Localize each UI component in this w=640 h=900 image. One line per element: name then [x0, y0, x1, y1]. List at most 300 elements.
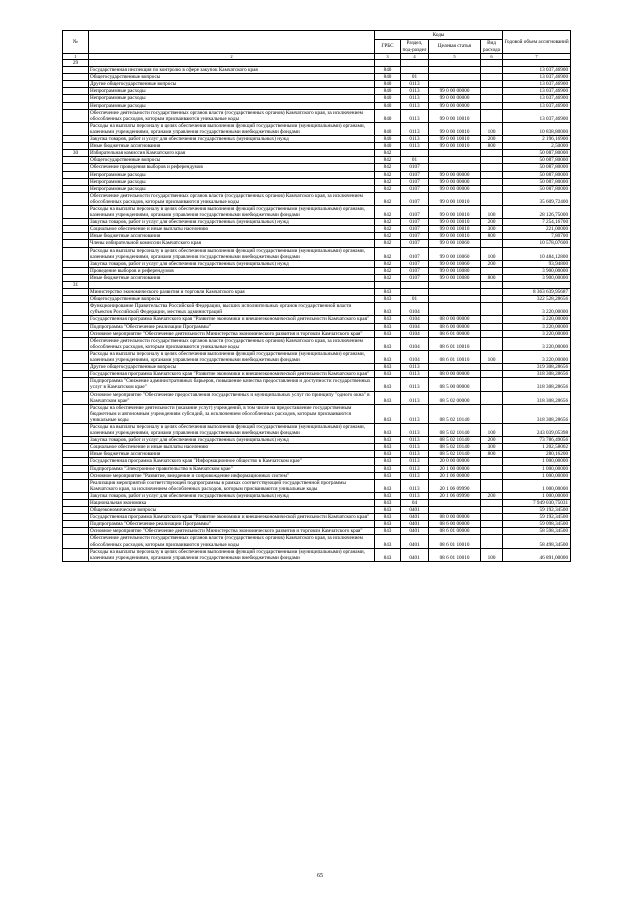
row-name: Расходы на обеспечение деятельности (оказание услуг) учреждений, в том числе на предоставление государственным бюджетным и автономным учреждениям субсидий, за исключением обособленных расходов, которым присваиваются уникальные коды: [89, 404, 375, 423]
row-csr: 99 0 00 00000: [429, 185, 481, 192]
table-row: [63, 391, 571, 404]
row-razdel: 0107: [401, 240, 429, 247]
row-number: [63, 479, 89, 492]
row-sum: 221,00000: [503, 226, 571, 233]
table-row: [63, 74, 571, 81]
row-grbs: 840: [375, 74, 401, 81]
row-csr: 99 0 00 00000: [429, 102, 481, 109]
row-vr: [481, 514, 503, 521]
row-razdel: 0107: [401, 205, 429, 218]
row-csr: 08 0 00 00000: [429, 371, 481, 378]
row-sum: 3 220,00000: [503, 316, 571, 323]
row-vr: [481, 267, 503, 274]
row-vr: [481, 60, 503, 67]
row-vr: [481, 102, 503, 109]
row-name: Непрограммные расходы: [89, 171, 375, 178]
row-vr: [481, 88, 503, 95]
row-vr: [481, 316, 503, 323]
row-grbs: 840: [375, 143, 401, 150]
row-number: 30: [63, 150, 89, 157]
row-name: Иные бюджетные ассигнования: [89, 143, 375, 150]
row-razdel: 0113: [401, 451, 429, 458]
row-number: 29: [63, 60, 89, 67]
row-vr: [481, 507, 503, 514]
row-sum: 1 000,00000: [503, 472, 571, 479]
row-vr: [481, 378, 503, 391]
table-row: [63, 350, 571, 363]
row-number: [63, 323, 89, 330]
row-razdel: 0113: [401, 479, 429, 492]
row-sum: 322 528,28656: [503, 296, 571, 303]
table-row: [63, 364, 571, 371]
row-sum: 7,80700: [503, 233, 571, 240]
row-name: Расходы на выплаты персоналу в целях обеспечения выполнения функций государственными (муниципальными) органами, казенными учреждениями, органами управления государственными внебюджетными фондами: [89, 122, 375, 135]
table-row: [63, 267, 571, 274]
row-vr: 200: [481, 260, 503, 267]
table-row: [63, 507, 571, 514]
table-row: [63, 492, 571, 499]
row-razdel: 0113: [401, 378, 429, 391]
row-csr: [429, 157, 481, 164]
row-number: [63, 492, 89, 499]
row-name: Основное мероприятие "Обеспечение деятельности Министерства экономического развития и торговли Камчатского края": [89, 330, 375, 337]
row-vr: 300: [481, 226, 503, 233]
row-grbs: 842: [375, 157, 401, 164]
table-row: [63, 247, 571, 260]
row-name: Члены избирательной комиссии Камчатского края: [89, 240, 375, 247]
row-csr: 08 6 01 10010: [429, 548, 481, 561]
row-name: Обеспечение деятельности государственных органов власти (государственных органов) Камчатского края, за исключением обособленных расходов, которым присваиваются уникальные коды: [89, 192, 375, 205]
row-csr: 99 0 00 10080: [429, 274, 481, 281]
table-row: [63, 535, 571, 548]
table-row: [63, 260, 571, 267]
row-grbs: 843: [375, 514, 401, 521]
row-name: Иные бюджетные ассигнования: [89, 233, 375, 240]
row-vr: 200: [481, 492, 503, 499]
row-razdel: [401, 60, 429, 67]
row-razdel: 0104: [401, 323, 429, 330]
page-number: 65: [317, 873, 323, 879]
row-vr: 200: [481, 219, 503, 226]
row-number: [63, 164, 89, 171]
row-vr: [481, 192, 503, 205]
row-sum: 13 037,46900: [503, 102, 571, 109]
row-number: [63, 109, 89, 122]
row-sum: 59 192,34500: [503, 514, 571, 521]
row-vr: [481, 109, 503, 122]
table-row: [63, 423, 571, 436]
row-number: [63, 274, 89, 281]
row-name: Закупка товаров, работ и услуг для обеспечения государственных (муниципальных) нужд: [89, 260, 375, 267]
row-csr: 99 0 00 00000: [429, 171, 481, 178]
row-number: [63, 102, 89, 109]
row-name: Социальное обеспечение и иные выплаты населению: [89, 444, 375, 451]
table-row: [63, 500, 571, 507]
row-grbs: 843: [375, 364, 401, 371]
table-row: [63, 219, 571, 226]
row-razdel: 0107: [401, 164, 429, 171]
row-name: Непрограммные расходы: [89, 95, 375, 102]
row-razdel: 0104: [401, 316, 429, 323]
table-row: [63, 233, 571, 240]
row-csr: 08 6 01 10010: [429, 535, 481, 548]
row-sum: 59 192,34500: [503, 507, 571, 514]
row-grbs: 842: [375, 192, 401, 205]
row-razdel: 0107: [401, 185, 429, 192]
row-grbs: 840: [375, 95, 401, 102]
row-sum: 8 363 639,95687: [503, 289, 571, 296]
row-csr: 99 0 00 10010: [429, 122, 481, 135]
row-number: [63, 528, 89, 535]
row-number: [63, 67, 89, 74]
row-grbs: 843: [375, 330, 401, 337]
row-name: Расходы на выплаты персоналу в целях обеспечения выполнения функций государственными (муниципальными) органами, казенными учреждениями, органами управления государственными внебюджетными фондами: [89, 205, 375, 218]
row-grbs: 840: [375, 67, 401, 74]
row-grbs: 843: [375, 458, 401, 465]
table-row: [63, 240, 571, 247]
row-name: Реализация мероприятий соответствующей подпрограммы в рамках соответствующей государственной программы Камчатского края, за исключением обособленных расходов, которым присваиваются уникальные коды: [89, 479, 375, 492]
row-sum: 318 308,28656: [503, 378, 571, 391]
row-csr: 99 0 00 10010: [429, 205, 481, 218]
row-grbs: 843: [375, 507, 401, 514]
row-sum: 318 308,28656: [503, 371, 571, 378]
table-row: [63, 296, 571, 303]
header-codes: Коды: [375, 31, 503, 40]
row-vr: [481, 371, 503, 378]
row-number: [63, 143, 89, 150]
row-vr: [481, 535, 503, 548]
table-row: [63, 458, 571, 465]
row-razdel: 0113: [401, 472, 429, 479]
table-row: [63, 122, 571, 135]
row-sum: 280,16200: [503, 451, 571, 458]
row-razdel: [401, 150, 429, 157]
table-row: [63, 143, 571, 150]
row-vr: 800: [481, 274, 503, 281]
row-razdel: 0113: [401, 423, 429, 436]
row-grbs: 843: [375, 528, 401, 535]
row-number: [63, 371, 89, 378]
row-number: [63, 192, 89, 205]
row-vr: [481, 282, 503, 289]
row-name: Расходы на выплаты персоналу в целях обеспечения выполнения функций государственными (муниципальными) органами, казенными учреждениями, органами управления государственными внебюджетными фондами: [89, 548, 375, 561]
table-row: [63, 88, 571, 95]
row-grbs: 840: [375, 102, 401, 109]
row-name: Подпрограмма "Обеспечение реализации Программы": [89, 323, 375, 330]
row-csr: 99 0 00 10060: [429, 260, 481, 267]
row-sum: 243 039,05398: [503, 423, 571, 436]
row-name: Непрограммные расходы: [89, 185, 375, 192]
row-razdel: 0113: [401, 95, 429, 102]
row-razdel: 0113: [401, 458, 429, 465]
row-sum: 46 891,00000: [503, 548, 571, 561]
row-name: Функционирование Правительства Российской Федерации, высших исполнительных органов государственной власти субъектов Российской Федерации, местных администраций: [89, 303, 375, 316]
row-vr: [481, 81, 503, 88]
row-csr: 08 0 00 00000: [429, 514, 481, 521]
row-name: Расходы на выплаты персоналу в целях обеспечения выполнения функций государственными (муниципальными) органами, казенными учреждениями, органами управления государственными внебюджетными фондами: [89, 247, 375, 260]
row-razdel: 0107: [401, 260, 429, 267]
table-row: [63, 81, 571, 88]
row-grbs: 843: [375, 451, 401, 458]
row-grbs: 842: [375, 164, 401, 171]
row-sum: 93,94800: [503, 260, 571, 267]
row-number: [63, 240, 89, 247]
row-name: Государственная инспекция по контролю в сфере закупок Камчатского края: [89, 67, 375, 74]
row-grbs: 843: [375, 465, 401, 472]
table-row: [63, 404, 571, 423]
row-number: [63, 423, 89, 436]
header-csr: Целевая статья: [429, 40, 481, 54]
row-razdel: 0107: [401, 219, 429, 226]
row-csr: [429, 282, 481, 289]
row-number: [63, 548, 89, 561]
row-razdel: 0401: [401, 521, 429, 528]
table-row: [63, 171, 571, 178]
row-grbs: 843: [375, 337, 401, 350]
table-row: [63, 192, 571, 205]
row-sum: 73 786,49056: [503, 437, 571, 444]
row-csr: 20 1 06 00000: [429, 472, 481, 479]
row-name: Государственная программа Камчатского края "Развитие экономики и внешнеэкономической деятельности Камчатского края": [89, 371, 375, 378]
row-razdel: 0113: [401, 122, 429, 135]
row-vr: 100: [481, 122, 503, 135]
row-vr: [481, 458, 503, 465]
row-number: [63, 233, 89, 240]
row-razdel: 0113: [401, 391, 429, 404]
row-vr: [481, 500, 503, 507]
row-name: [89, 60, 375, 67]
row-grbs: 843: [375, 323, 401, 330]
row-name: Избирательная комиссия Камчатского края: [89, 150, 375, 157]
table-row: [63, 226, 571, 233]
row-csr: 08 6 00 00000: [429, 521, 481, 528]
row-sum: 50 087,80000: [503, 171, 571, 178]
row-vr: [481, 528, 503, 535]
row-grbs: 842: [375, 260, 401, 267]
row-name: Другие общегосударственные вопросы: [89, 81, 375, 88]
row-razdel: 0104: [401, 337, 429, 350]
row-sum: [503, 282, 571, 289]
row-razdel: [401, 67, 429, 74]
row-razdel: 0113: [401, 102, 429, 109]
row-csr: 08 5 02 10140: [429, 423, 481, 436]
row-vr: 100: [481, 423, 503, 436]
row-name: [89, 282, 375, 289]
row-sum: 2,50000: [503, 143, 571, 150]
table-row: [63, 528, 571, 535]
row-sum: 319 308,28656: [503, 364, 571, 371]
row-vr: [481, 157, 503, 164]
row-number: [63, 88, 89, 95]
table-row: [63, 316, 571, 323]
row-sum: 50 087,80000: [503, 164, 571, 171]
row-csr: [429, 74, 481, 81]
row-csr: [429, 67, 481, 74]
header-razdel: Раздел, под-раздел: [401, 40, 429, 54]
row-csr: 08 5 02 10140: [429, 404, 481, 423]
table-body: [63, 60, 571, 562]
row-grbs: 842: [375, 267, 401, 274]
row-name: Непрограммные расходы: [89, 178, 375, 185]
row-sum: 1 000,00000: [503, 479, 571, 492]
row-name: Проведение выборов и референдумов: [89, 267, 375, 274]
table-row: [63, 164, 571, 171]
row-razdel: 0113: [401, 437, 429, 444]
header-grbs: ГРБС: [375, 40, 401, 54]
row-csr: 08 0 00 00000: [429, 316, 481, 323]
row-csr: 08 6 01 00000: [429, 330, 481, 337]
row-vr: [481, 164, 503, 171]
row-vr: [481, 296, 503, 303]
row-name: Обеспечение деятельности государственных органов власти (государственных органов) Камчатского края, за исключением обособленных расходов, которым присваиваются уникальные коды: [89, 535, 375, 548]
row-number: [63, 157, 89, 164]
table-row: [63, 378, 571, 391]
row-vr: [481, 521, 503, 528]
row-csr: 08 6 00 00000: [429, 323, 481, 330]
row-csr: 99 0 00 10010: [429, 192, 481, 205]
row-csr: [429, 60, 481, 67]
row-grbs: 842: [375, 274, 401, 281]
row-csr: 20 1 06 09990: [429, 492, 481, 499]
row-vr: [481, 472, 503, 479]
row-grbs: 843: [375, 423, 401, 436]
row-razdel: 0113: [401, 404, 429, 423]
row-razdel: 0113: [401, 88, 429, 95]
row-name: Общегосударственные вопросы: [89, 296, 375, 303]
row-razdel: 0113: [401, 371, 429, 378]
row-grbs: 840: [375, 109, 401, 122]
row-grbs: 843: [375, 444, 401, 451]
row-number: [63, 514, 89, 521]
row-razdel: 0401: [401, 507, 429, 514]
row-name: Иные бюджетные ассигнования: [89, 274, 375, 281]
row-name: Государственная программа Камчатского края "Развитие экономики и внешнеэкономической деятельности Камчатского края": [89, 316, 375, 323]
row-vr: [481, 74, 503, 81]
row-sum: 1 202,58002: [503, 444, 571, 451]
row-sum: 3 900,00000: [503, 274, 571, 281]
row-vr: [481, 479, 503, 492]
row-number: [63, 205, 89, 218]
row-grbs: 842: [375, 178, 401, 185]
row-csr: 99 0 00 10010: [429, 219, 481, 226]
row-name: Закупка товаров, работ и услуг для обеспечения государственных (муниципальных) нужд: [89, 136, 375, 143]
row-razdel: 0107: [401, 247, 429, 260]
row-razdel: 0107: [401, 192, 429, 205]
row-grbs: 843: [375, 492, 401, 499]
row-number: [63, 226, 89, 233]
row-csr: 99 0 00 10010: [429, 226, 481, 233]
row-vr: 800: [481, 451, 503, 458]
row-vr: [481, 404, 503, 423]
row-number: [63, 535, 89, 548]
row-csr: [429, 150, 481, 157]
row-name: Закупка товаров, работ и услуг для обеспечения государственных (муниципальных) нужд: [89, 437, 375, 444]
row-number: [63, 316, 89, 323]
row-number: [63, 472, 89, 479]
row-razdel: 0107: [401, 233, 429, 240]
row-number: [63, 303, 89, 316]
row-grbs: 843: [375, 371, 401, 378]
row-name: Иные бюджетные ассигнования: [89, 451, 375, 458]
row-vr: [481, 330, 503, 337]
row-number: [63, 437, 89, 444]
row-grbs: 842: [375, 247, 401, 260]
row-name: Расходы на выплаты персоналу в целях обеспечения выполнения функций государственными (муниципальными) органами, казенными учреждениями, органами управления государственными внебюджетными фондами: [89, 350, 375, 363]
row-number: [63, 219, 89, 226]
row-name: Государственная программа Камчатского края "Развитие экономики и внешнеэкономической деятельности Камчатского края": [89, 514, 375, 521]
row-vr: [481, 337, 503, 350]
row-sum: 3 220,00000: [503, 350, 571, 363]
row-name: Общегосударственные вопросы: [89, 157, 375, 164]
row-vr: 100: [481, 247, 503, 260]
row-sum: 10 838,80000: [503, 122, 571, 135]
row-razdel: 0401: [401, 535, 429, 548]
row-sum: 59 098,34500: [503, 521, 571, 528]
row-grbs: 842: [375, 226, 401, 233]
row-number: [63, 260, 89, 267]
row-sum: 10 578,07600: [503, 240, 571, 247]
row-name: Общеэкономические вопросы: [89, 507, 375, 514]
row-sum: 13 037,46900: [503, 88, 571, 95]
document-page: [62, 30, 570, 562]
row-razdel: [401, 289, 429, 296]
row-csr: [429, 364, 481, 371]
row-name: Непрограммные расходы: [89, 102, 375, 109]
row-razdel: 0113: [401, 143, 429, 150]
row-name: Подпрограмма "Электронное правительство в Камчатском крае": [89, 465, 375, 472]
row-sum: 13 037,46900: [503, 81, 571, 88]
table-row: [63, 514, 571, 521]
row-number: [63, 451, 89, 458]
row-grbs: 842: [375, 205, 401, 218]
row-name: Непрограммные расходы: [89, 88, 375, 95]
row-vr: 800: [481, 143, 503, 150]
row-vr: [481, 391, 503, 404]
table-row: [63, 465, 571, 472]
row-sum: 1 000,00000: [503, 458, 571, 465]
row-number: [63, 136, 89, 143]
row-razdel: 0401: [401, 528, 429, 535]
row-vr: [481, 95, 503, 102]
row-number: [63, 296, 89, 303]
row-grbs: 840: [375, 136, 401, 143]
header-name: [89, 31, 375, 54]
row-csr: 08 5 00 00000: [429, 378, 481, 391]
row-razdel: 0104: [401, 303, 429, 316]
row-vr: 300: [481, 444, 503, 451]
row-name: Закупка товаров, работ и услуг для обеспечения государственных (муниципальных) нужд: [89, 492, 375, 499]
row-number: [63, 350, 89, 363]
row-number: [63, 95, 89, 102]
table-row: [63, 479, 571, 492]
table-row: [63, 303, 571, 316]
row-csr: 99 0 00 10010: [429, 136, 481, 143]
header-vr: Вид расхода: [481, 40, 503, 54]
row-sum: 58 598,34500: [503, 528, 571, 535]
row-number: [63, 521, 89, 528]
row-name: Другие общегосударственные вопросы: [89, 364, 375, 371]
row-csr: 99 0 00 00000: [429, 88, 481, 95]
table-row: [63, 274, 571, 281]
row-sum: 318 308,28656: [503, 391, 571, 404]
row-grbs: [375, 60, 401, 67]
row-csr: 99 0 00 10010: [429, 109, 481, 122]
row-number: [63, 337, 89, 350]
index-cell: 3: [375, 54, 401, 60]
row-csr: 08 5 02 00000: [429, 391, 481, 404]
row-vr: [481, 67, 503, 74]
row-grbs: 842: [375, 150, 401, 157]
